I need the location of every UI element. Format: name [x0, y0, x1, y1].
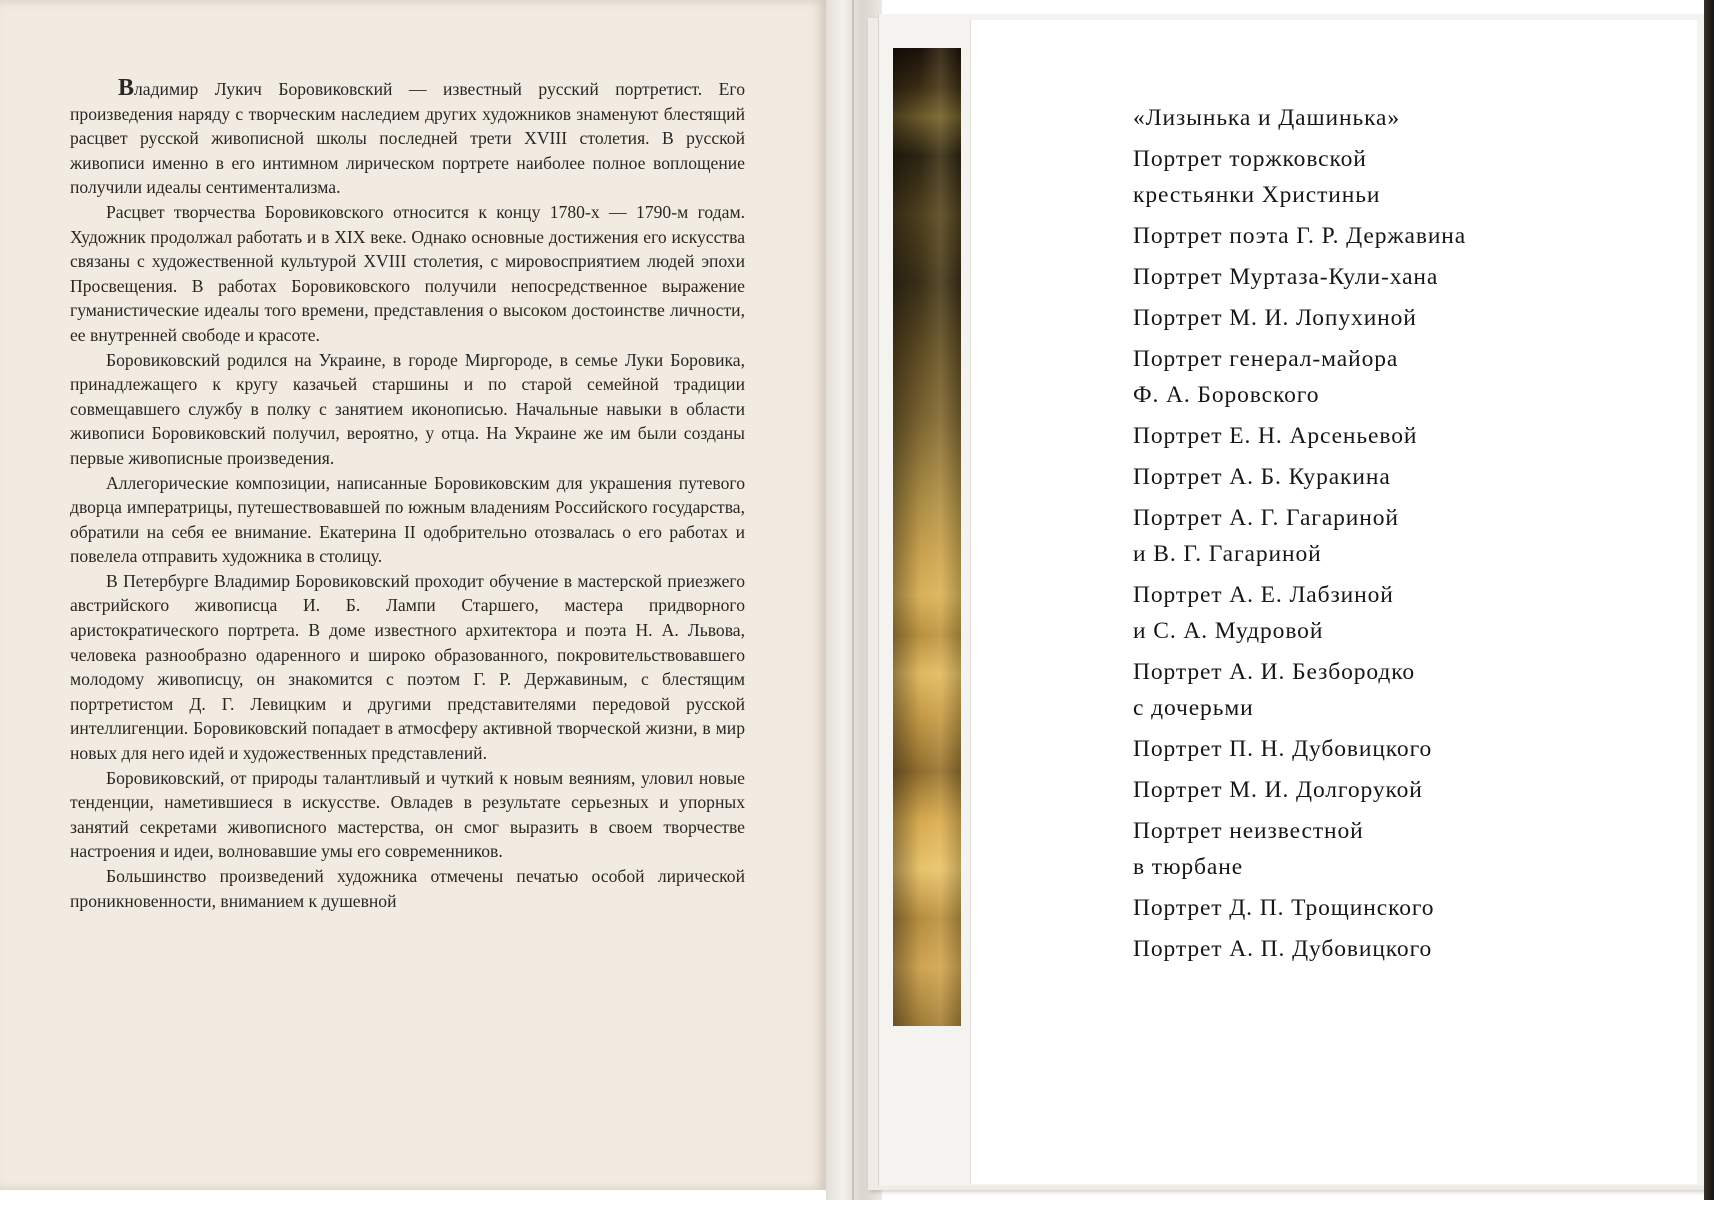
entry-line: Портрет Д. П. Трощинского	[1133, 895, 1435, 921]
paragraph-3: Боровиковский родился на Украине, в городе Миргороде, в семье Луки Боровика, принадлежащего к кругу казачьей старшины и по старой семейной традиции совмещавшего службу в полку с занятием иконописью. Начальные навыки в области живописи Боровиковский получил, вероятно, у отца. На Украине же им были созданы первые живописные произведения.	[70, 349, 745, 468]
entry-line: Портрет М. И. Долгорукой	[1133, 777, 1423, 803]
contents-entry	[1133, 577, 1693, 649]
cover-edge	[1704, 0, 1714, 1200]
entry-line: Портрет генерал-майора	[1133, 346, 1399, 372]
paragraph-5: В Петербурге Владимир Боровиковский проходит обучение в мастерской приезжего австрийского живописца И. Б. Лампи Старшего, мастера придворного аристократического портрета. В доме известного архитектора и поэта Н. А. Львова, человека разнообразно одаренного и широко образованного, покровительствовавшего молодому живописцу, он знакомится с поэтом Г. Р. Державиным, с блестящим портретистом Д. Г. Левицким и другими представителями передовой русской интеллигенции. Боровиковский попадает в атмосферу активной творческой жизни, в мир новых для него идей и художественных представлений.	[70, 570, 745, 764]
spine-fold	[852, 0, 854, 1200]
contents-entry	[1133, 890, 1693, 926]
entry-line: крестьянки Христиньи	[1133, 182, 1381, 208]
contents-entry	[1133, 731, 1693, 767]
contents-entry	[1133, 500, 1693, 572]
entry-line: Портрет торжковской	[1133, 146, 1367, 172]
paragraph-4: Аллегорические композиции, написанные Боровиковским для украшения путевого дворца императрицы, путешествовавшей по южным владениям Российского государства, обратили на себя ее внимание. Екатерина II одобрительно отозвалась о его работах и повелела отправить художника в столицу.	[70, 472, 745, 567]
paragraph-6: Боровиковский, от природы талантливый и чуткий к новым веяниям, уловил новые тенденции, наметившиеся в искусстве. Овладев в результате серьезных и упорных занятий секретами живописного мастерства, он смог выразить в своем творчестве настроения и идеи, волновавшие умы его современников.	[70, 767, 745, 862]
entry-line: Портрет М. И. Лопухиной	[1133, 305, 1417, 331]
entry-line: Портрет П. Н. Дубовицкого	[1133, 736, 1433, 762]
biography-text	[70, 76, 745, 913]
entry-line: и С. А. Мудровой	[1133, 618, 1324, 644]
entry-line: Портрет А. Е. Лабзиной	[1133, 582, 1394, 608]
contents-entry	[1133, 218, 1693, 254]
paragraph-1-text: ладимир Лукич Боровиковский — известный русский портретист. Его произведения наряду с творческим наследием других художников знаменуют блестящий расцвет русской живописной школы последней трети XVIII столетия. В русской живописи именно в его интимном лирическом портрете наиболее полное воплощение получили идеалы сентиментализма.	[70, 79, 745, 198]
contents-entry	[1133, 931, 1693, 967]
paragraph-1	[70, 76, 745, 200]
contents-entry	[1133, 459, 1693, 495]
entry-line: Портрет поэта Г. Р. Державина	[1133, 223, 1467, 249]
contents-entry	[1133, 141, 1693, 213]
paragraph-7: Большинство произведений художника отмечены печатью особой лирической проникновенности, вниманием к душевной	[70, 866, 745, 911]
entry-line: Портрет Муртаза-Кули-хана	[1133, 264, 1439, 290]
entry-line: Портрет А. И. Безбородко	[1133, 659, 1416, 685]
contents-entry	[1133, 100, 1693, 136]
paragraph-2: Расцвет творчества Боровиковского относится к концу 1780-х — 1790-м годам. Художник продолжал работать и в XIX веке. Однако основные достижения его искусства связаны с художественной культурой XVIII столетия, с мировосприятием людей эпохи Просвещения. В работах Боровиковского получили непосредственное выражение гуманистические идеалы того времени, представления о высоком достоинстве личности, ее внутренней свободе и красоте.	[70, 201, 745, 345]
contents-entry	[1133, 772, 1693, 808]
entry-line: Портрет А. П. Дубовицкого	[1133, 936, 1433, 962]
contents-entry	[1133, 259, 1693, 295]
painting-strip-shade	[893, 48, 961, 1026]
entry-line: с дочерьми	[1133, 695, 1254, 721]
drop-cap: В	[118, 75, 135, 101]
entry-line: Портрет неизвестной	[1133, 818, 1364, 844]
contents-list	[1133, 100, 1693, 972]
entry-line: и В. Г. Гагариной	[1133, 541, 1322, 567]
contents-entry	[1133, 654, 1693, 726]
entry-line: Портрет Е. Н. Арсеньевой	[1133, 423, 1418, 449]
entry-line: «Лизынька и Дашинька»	[1133, 105, 1401, 131]
entry-line: Портрет А. Г. Гагариной	[1133, 505, 1399, 531]
contents-entry	[1133, 813, 1693, 885]
left-page	[0, 0, 826, 1190]
contents-entry	[1133, 300, 1693, 336]
contents-entry	[1133, 341, 1693, 413]
entry-line: в тюрбане	[1133, 854, 1244, 880]
contents-entry	[1133, 418, 1693, 454]
entry-line: Ф. А. Боровского	[1133, 382, 1320, 408]
entry-line: Портрет А. Б. Куракина	[1133, 464, 1391, 490]
